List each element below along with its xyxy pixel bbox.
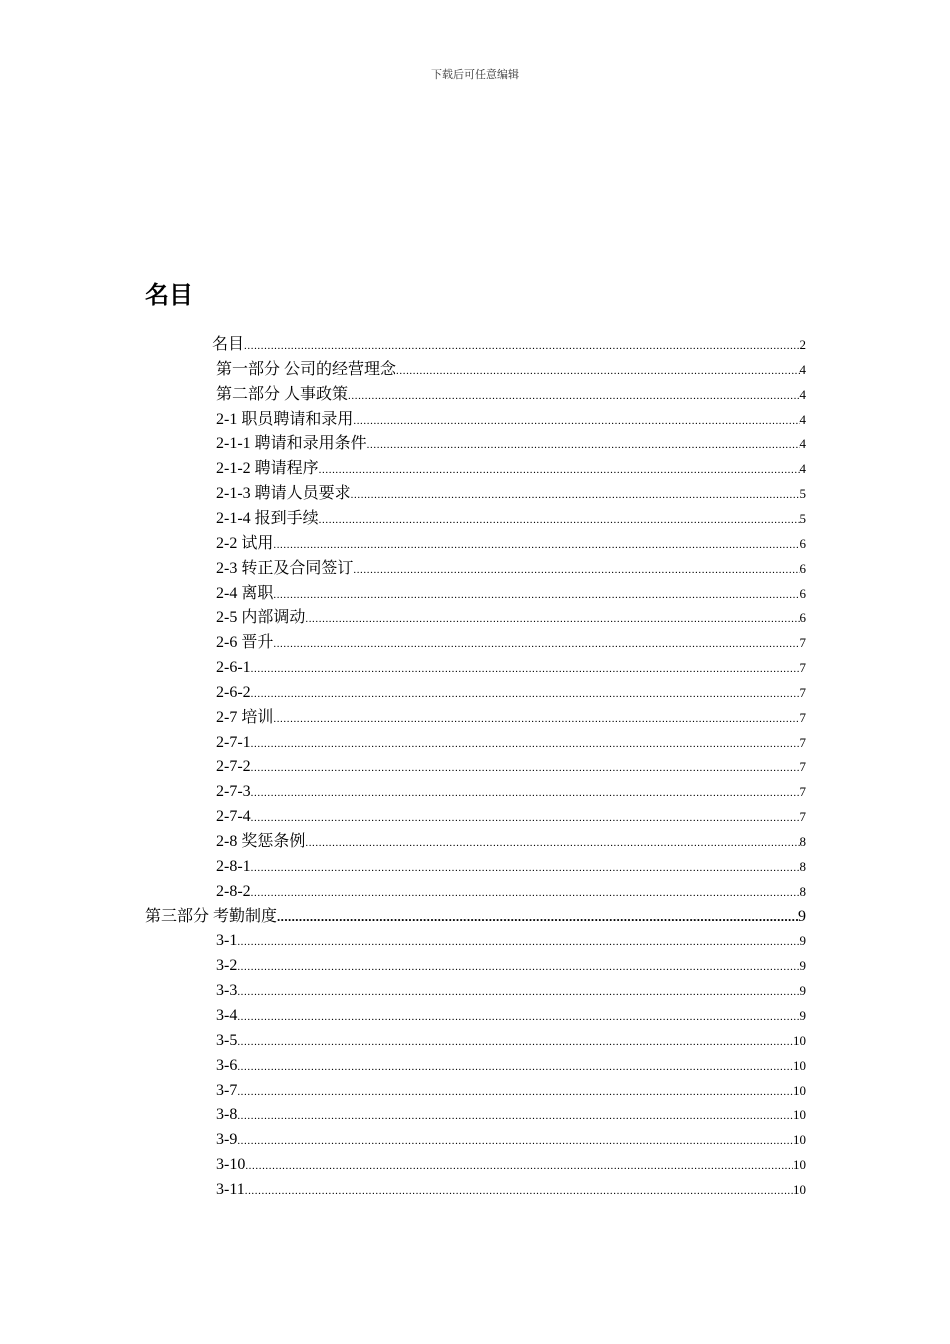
toc-leader-dots	[305, 831, 799, 854]
toc-entry-page-number: 10	[793, 1033, 806, 1048]
toc-entry-page-number: 10	[793, 1132, 806, 1147]
toc-entry-label: 第三部分 考勤制度	[145, 908, 278, 925]
toc-entry[interactable]	[216, 805, 806, 829]
toc-entry[interactable]	[216, 432, 806, 456]
toc-entry[interactable]	[216, 1178, 806, 1202]
toc-entry[interactable]	[216, 1079, 806, 1103]
toc-entry-label: 2-1 职员聘请和录用	[216, 411, 354, 428]
toc-entry[interactable]	[216, 482, 806, 506]
toc-entry[interactable]	[216, 532, 806, 556]
toc-entry-page-number: 4	[799, 412, 806, 427]
toc-entry[interactable]	[216, 408, 806, 432]
toc-entry-page-number: 6	[799, 586, 806, 601]
document-title: 名目	[145, 281, 193, 309]
toc-leader-dots	[237, 1055, 793, 1078]
toc-entry-page-number: 6	[799, 536, 806, 551]
toc-entry-page-number: 7	[799, 710, 806, 725]
toc-entry-page-number: 7	[799, 635, 806, 650]
toc-entry-label: 3-8	[216, 1106, 238, 1123]
toc-entry-label: 2-1-1 聘请和录用条件	[216, 435, 367, 452]
toc-entry-label: 第二部分 人事政策	[216, 386, 349, 403]
toc-entry-page-number: 7	[799, 784, 806, 799]
toc-entry-page-number: 9	[799, 933, 806, 948]
toc-entry[interactable]	[216, 358, 806, 382]
toc-entry-label: 2-7-4	[216, 808, 251, 825]
toc-entry[interactable]	[216, 582, 806, 606]
toc-entry-label: 2-6-2	[216, 684, 251, 701]
toc-entry[interactable]	[145, 905, 806, 929]
toc-entry-page-number: 2	[799, 337, 806, 352]
toc-entry[interactable]	[216, 681, 806, 705]
toc-leader-dots	[237, 930, 799, 953]
toc-entry[interactable]	[216, 606, 806, 630]
toc-entry[interactable]	[216, 1103, 806, 1127]
toc-entry-page-number: 5	[799, 486, 806, 501]
toc-entry-page-number: 10	[793, 1107, 806, 1122]
toc-entry[interactable]	[216, 929, 806, 953]
toc-leader-dots	[273, 533, 799, 556]
toc-entry[interactable]	[216, 755, 806, 779]
toc-entry-page-number: 4	[799, 436, 806, 451]
toc-entry-page-number: 7	[799, 660, 806, 675]
toc-entry[interactable]	[216, 557, 806, 581]
toc-entry-label: 2-2 试用	[216, 535, 274, 552]
toc-entry-label: 3-1	[216, 932, 238, 949]
toc-leader-dots	[273, 707, 799, 730]
toc-entry-label: 3-4	[216, 1007, 238, 1024]
toc-entry-page-number: 4	[799, 387, 806, 402]
toc-leader-dots	[237, 1129, 793, 1152]
toc-entry-page-number: 10	[793, 1083, 806, 1098]
toc-leader-dots	[353, 409, 799, 432]
toc-entry[interactable]	[212, 333, 806, 357]
toc-leader-dots	[251, 756, 800, 779]
toc-leader-dots	[273, 583, 799, 606]
toc-entry-label: 2-8-1	[216, 858, 251, 875]
toc-entry-label: 2-6-1	[216, 659, 251, 676]
toc-entry-label: 第一部分 公司的经营理念	[216, 361, 397, 378]
toc-entry-label: 2-1-4 报到手续	[216, 510, 319, 527]
toc-entry[interactable]	[216, 1029, 806, 1053]
toc-entry[interactable]	[216, 656, 806, 680]
toc-leader-dots	[251, 806, 800, 829]
toc-entry-label: 2-1-3 聘请人员要求	[216, 485, 351, 502]
toc-entry-label: 2-7 培训	[216, 709, 274, 726]
toc-entry-page-number: 7	[799, 759, 806, 774]
toc-entry-page-number: 8	[799, 859, 806, 874]
toc-leader-dots	[319, 458, 800, 481]
toc-leader-dots	[251, 682, 800, 705]
toc-leader-dots	[237, 1104, 793, 1127]
toc-leader-dots	[251, 732, 800, 755]
toc-entry[interactable]	[216, 383, 806, 407]
toc-entry-page-number: 10	[793, 1157, 806, 1172]
toc-entry-page-number: 10	[793, 1058, 806, 1073]
toc-entry[interactable]	[216, 706, 806, 730]
toc-entry-page-number: 7	[799, 735, 806, 750]
toc-leader-dots	[353, 558, 799, 581]
toc-entry-page-number: 4	[799, 461, 806, 476]
toc-entry-page-number: 9	[799, 1008, 806, 1023]
toc-entry-label: 2-5 内部调动	[216, 609, 306, 626]
toc-entry[interactable]	[216, 1054, 806, 1078]
toc-entry-page-number: 6	[799, 561, 806, 576]
toc-entry[interactable]	[216, 954, 806, 978]
toc-entry-page-number: 8	[799, 834, 806, 849]
toc-entry-label: 名目	[212, 336, 245, 353]
toc-entry-label: 2-7-2	[216, 758, 251, 775]
toc-entry-label: 2-7-1	[216, 734, 251, 751]
toc-leader-dots	[367, 433, 800, 456]
toc-entry[interactable]	[216, 1004, 806, 1028]
toc-entry-page-number: 7	[799, 685, 806, 700]
toc-entry-label: 3-3	[216, 982, 238, 999]
toc-entry-label: 2-4 离职	[216, 585, 274, 602]
toc-leader-dots	[237, 980, 799, 1003]
toc-leader-dots	[277, 905, 798, 929]
toc-entry[interactable]	[216, 780, 806, 804]
toc-leader-dots	[396, 359, 799, 382]
toc-entry-label: 2-8 奖惩条例	[216, 833, 306, 850]
toc-entry-label: 3-2	[216, 957, 238, 974]
toc-entry-page-number: 9	[798, 908, 806, 925]
toc-entry-page-number: 5	[799, 511, 806, 526]
toc-entry-label: 2-8-2	[216, 883, 251, 900]
toc-entry-label: 3-5	[216, 1032, 238, 1049]
toc-entry[interactable]	[216, 731, 806, 755]
toc-entry-page-number: 7	[799, 809, 806, 824]
toc-entry-label: 3-9	[216, 1131, 238, 1148]
toc-leader-dots	[251, 657, 800, 680]
toc-leader-dots	[237, 955, 799, 978]
toc-entry[interactable]	[216, 631, 806, 655]
toc-leader-dots	[251, 856, 800, 879]
toc-entry[interactable]	[216, 830, 806, 854]
toc-leader-dots	[245, 1179, 793, 1202]
toc-leader-dots	[305, 607, 799, 630]
toc-leader-dots	[348, 384, 799, 407]
toc-leader-dots	[244, 334, 799, 357]
toc-entry-label: 2-7-3	[216, 783, 251, 800]
toc-leader-dots	[237, 1005, 799, 1028]
toc-entry-page-number: 6	[799, 610, 806, 625]
toc-entry-page-number: 9	[799, 983, 806, 998]
toc-entry-page-number: 8	[799, 884, 806, 899]
toc-leader-dots	[273, 632, 799, 655]
toc-entry[interactable]	[216, 1128, 806, 1152]
toc-entry-label: 3-6	[216, 1057, 238, 1074]
toc-entry[interactable]	[216, 979, 806, 1003]
toc-entry[interactable]	[216, 507, 806, 531]
toc-entry-page-number: 10	[793, 1182, 806, 1197]
toc-entry-label: 3-10	[216, 1156, 246, 1173]
toc-entry[interactable]	[216, 457, 806, 481]
toc-entry[interactable]	[216, 855, 806, 879]
toc-entry-page-number: 4	[799, 362, 806, 377]
toc-entry-label: 3-11	[216, 1181, 245, 1198]
toc-leader-dots	[251, 781, 800, 804]
toc-entry-label: 2-6 晋升	[216, 634, 274, 651]
toc-entry-page-number: 9	[799, 958, 806, 973]
toc-leader-dots	[319, 508, 800, 531]
toc-leader-dots	[351, 483, 800, 506]
page-header-watermark: 下载后可任意编辑	[431, 69, 519, 81]
toc-entry[interactable]	[216, 1153, 806, 1177]
toc-entry[interactable]	[216, 880, 806, 904]
toc-leader-dots	[237, 1030, 793, 1053]
toc-entry-label: 2-3 转正及合同签订	[216, 560, 354, 577]
toc-entry-label: 2-1-2 聘请程序	[216, 460, 319, 477]
toc-leader-dots	[237, 1080, 793, 1103]
toc-leader-dots	[251, 881, 800, 904]
toc-leader-dots	[245, 1154, 793, 1177]
toc-entry-label: 3-7	[216, 1082, 238, 1099]
